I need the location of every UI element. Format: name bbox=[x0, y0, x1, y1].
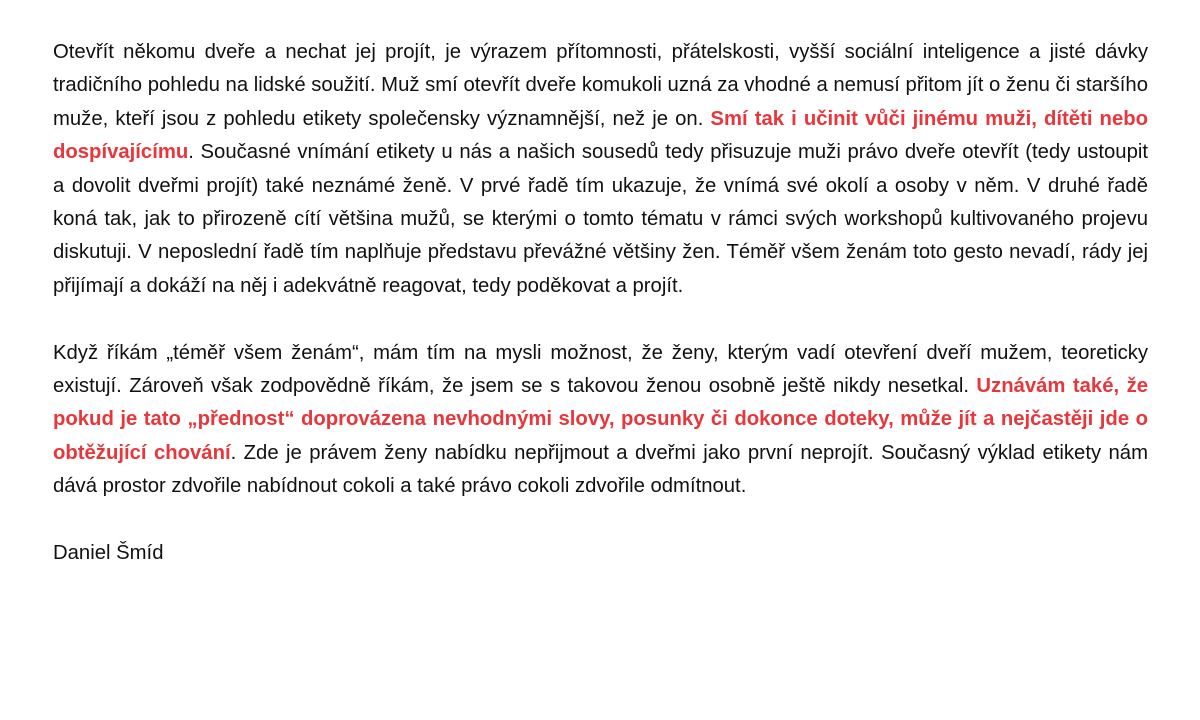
paragraph-2-text-before: Když říkám „téměř všem ženám“, mám tím na mysli možnost, že ženy, kterým vadí otevření dveří mužem, teoreticky existují. Zároveň však zodpovědně říkám, že jsem se s takovou ženou osobně ještě nikdy nesetkal. bbox=[53, 341, 1148, 398]
author-signature: Daniel Šmíd bbox=[53, 542, 164, 565]
paragraph-1-text-after: . Současné vnímání etikety u nás a našich sousedů tedy přisuzuje muži právo dveře otevřít (tedy ustoupit a dovolit dveřmi projít) také neznámé ženě. V prvé řadě tím ukazuje, že vnímá své okolí a osoby v něm. V druhé řadě koná tak, jak to přirozeně cítí většina mužů, se kterými o tomto tématu v rámci svých workshopů kultivovaného projevu diskutuji. V neposlední řadě tím naplňuje představu převážné většiny žen. Téměř všem ženám toto gesto nevadí, rády jej přijímají a dokáží na něj i adekvátně reagovat, tedy poděkovat a projít. bbox=[53, 141, 1148, 297]
paragraph-spacer bbox=[53, 303, 1148, 336]
paragraph-1 bbox=[53, 36, 1148, 303]
paragraph-2-text-after: . Zde je právem ženy nabídku nepřijmout a dveřmi jako první neprojít. Současný výklad etikety nám dává prostor zdvořile nabídnout cokoli a také právo cokoli zdvořile odmítnout. bbox=[53, 441, 1148, 498]
paragraph-1-highlight: Smí tak i učinit vůči jinému muži, dítěti nebo dospívajícímu bbox=[53, 107, 1149, 164]
paragraph-2-highlight: Uznávám také, že pokud je tato „přednost“ doprovázena nevhodnými slovy, posunky či dokonce doteky, může jít a nejčastěji jde o obtěžující chování bbox=[53, 375, 1148, 464]
paragraph-1-text-before: Otevřít někomu dveře a nechat jej projít, je výrazem přítomnosti, přátelskosti, vyšší sociální inteligence a jisté dávky tradičního pohledu na lidské soužití. Muž smí otevřít dveře komukoli uzná za vhodné a nemusí přitom jít o ženu či staršího muže, kteří jsou z pohledu etikety společensky významnější, než je on. bbox=[53, 41, 1148, 130]
paragraph-2 bbox=[53, 337, 1148, 504]
paragraph-spacer bbox=[53, 504, 1148, 537]
article bbox=[53, 36, 1148, 570]
